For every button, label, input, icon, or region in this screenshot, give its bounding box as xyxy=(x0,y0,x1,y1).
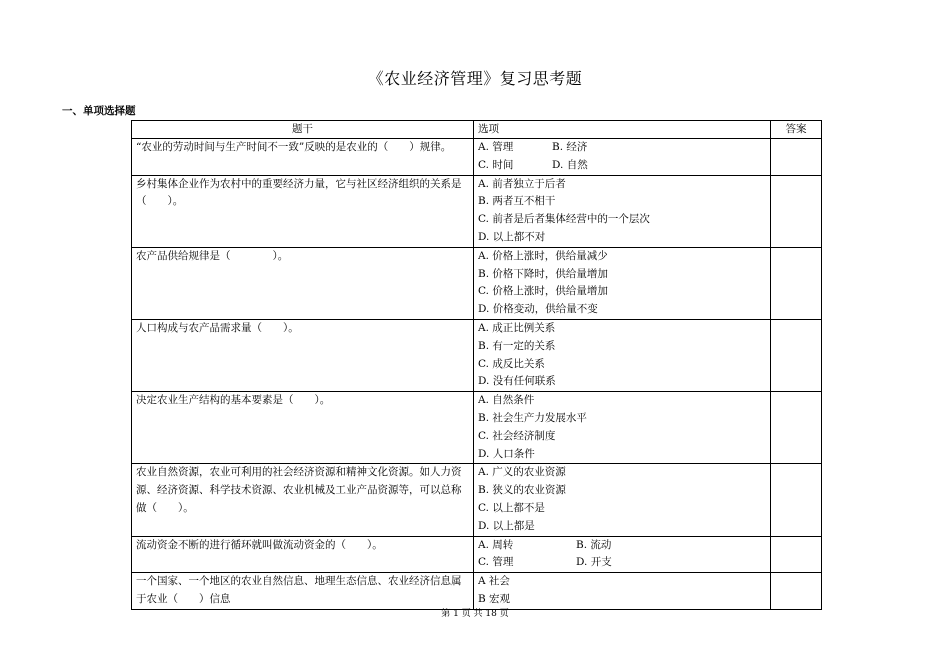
option-text: C. 成反比关系 xyxy=(478,357,545,370)
question-options xyxy=(474,175,771,247)
option-text: B. 有一定的关系 xyxy=(478,339,556,352)
option-text: C. 以上都不是 xyxy=(478,501,545,514)
answer-cell[interactable] xyxy=(771,175,822,247)
question-stem: 流动资金不断的进行循环就叫做流动资金的（ ）。 xyxy=(132,536,474,573)
question-stem: 决定农业生产结构的基本要素是（ ）。 xyxy=(132,392,474,464)
option-text: C. 价格上涨时，供给量增加 xyxy=(478,285,608,298)
question-row xyxy=(132,319,822,391)
question-row xyxy=(132,464,822,536)
question-options xyxy=(474,139,771,176)
option-text: B. 价格下降时，供给量增加 xyxy=(478,267,608,280)
option-text: A. 周转 xyxy=(478,538,514,551)
answer-cell[interactable] xyxy=(771,319,822,391)
document-title: 《农业经济管理》复习思考题 xyxy=(367,69,583,88)
option-text: C. 社会经济制度 xyxy=(478,429,556,442)
question-row xyxy=(132,573,822,610)
question-options xyxy=(474,464,771,536)
page-footer: 第 1 页 共 18 页 xyxy=(441,609,509,619)
question-options xyxy=(474,536,771,573)
option-text: C. 时间 xyxy=(478,158,514,171)
option-text: D. 自然 xyxy=(552,158,588,171)
question-stem: 人口构成与农产品需求量（ ）。 xyxy=(132,319,474,391)
question-row xyxy=(132,175,822,247)
question-row xyxy=(132,392,822,464)
answer-cell[interactable] xyxy=(771,573,822,610)
option-text: A. 自然条件 xyxy=(478,394,535,407)
question-options xyxy=(474,392,771,464)
question-options xyxy=(474,247,771,319)
option-text: A. 管理 xyxy=(478,141,514,153)
option-text: B. 流动 xyxy=(576,538,612,551)
option-text: D. 开支 xyxy=(576,556,612,569)
option-text: B. 狭义的农业资源 xyxy=(478,484,566,497)
question-stem: 一个国家、一个地区的农业自然信息、地理生态信息、农业经济信息属于农业（ ）信息 xyxy=(132,573,474,610)
option-text: B. 社会生产力发展水平 xyxy=(478,411,587,424)
option-text: A. 价格上涨时，供给量减少 xyxy=(478,249,608,262)
option-text: C. 前者是后者集体经营中的一个层次 xyxy=(478,213,650,226)
answer-cell[interactable] xyxy=(771,464,822,536)
answer-cell[interactable] xyxy=(771,139,822,176)
answer-cell[interactable] xyxy=(771,536,822,573)
question-stem: 农业自然资源，农业可利用的社会经济资源和精神文化资源。如人力资源、经济资源、科学技术资源、农业机械及工业产品资源等，可以总称做（ ）。 xyxy=(132,464,474,536)
question-row xyxy=(132,247,822,319)
option-text: C. 管理 xyxy=(478,556,514,569)
question-table xyxy=(131,120,822,610)
table-header-row xyxy=(132,121,822,139)
option-text: A 社会 xyxy=(478,575,510,588)
option-text: D. 没有任何联系 xyxy=(478,375,556,388)
answer-cell[interactable] xyxy=(771,392,822,464)
option-text: D. 价格变动，供给量不变 xyxy=(478,303,598,316)
column-header-stem: 题干 xyxy=(132,121,474,139)
option-text: B. 两者互不相干 xyxy=(478,195,556,208)
column-header-options: 选项 xyxy=(474,121,771,139)
question-row xyxy=(132,139,822,176)
option-text: B. 经济 xyxy=(552,141,588,153)
question-options xyxy=(474,319,771,391)
column-header-answer: 答案 xyxy=(771,121,822,139)
answer-cell[interactable] xyxy=(771,247,822,319)
section-heading: 一、单项选择题 xyxy=(62,105,136,117)
question-stem: 农产品供给规律是（ ）。 xyxy=(132,247,474,319)
option-text: D. 以上都不对 xyxy=(478,230,546,243)
option-text: B 宏观 xyxy=(478,592,511,605)
question-row xyxy=(132,536,822,573)
option-text: A. 广义的农业资源 xyxy=(478,466,566,479)
option-text: A. 前者独立于后者 xyxy=(478,177,566,190)
question-stem: “农业的劳动时间与生产时间不一致”反映的是农业的（ ）规律。 xyxy=(132,139,474,176)
option-text: A. 成正比例关系 xyxy=(478,321,556,334)
question-stem: 乡村集体企业作为农村中的重要经济力量，它与社区经济组织的关系是（ ）。 xyxy=(132,175,474,247)
option-text: D. 人口条件 xyxy=(478,447,535,460)
question-options xyxy=(474,573,771,610)
option-text: D. 以上都是 xyxy=(478,519,535,532)
